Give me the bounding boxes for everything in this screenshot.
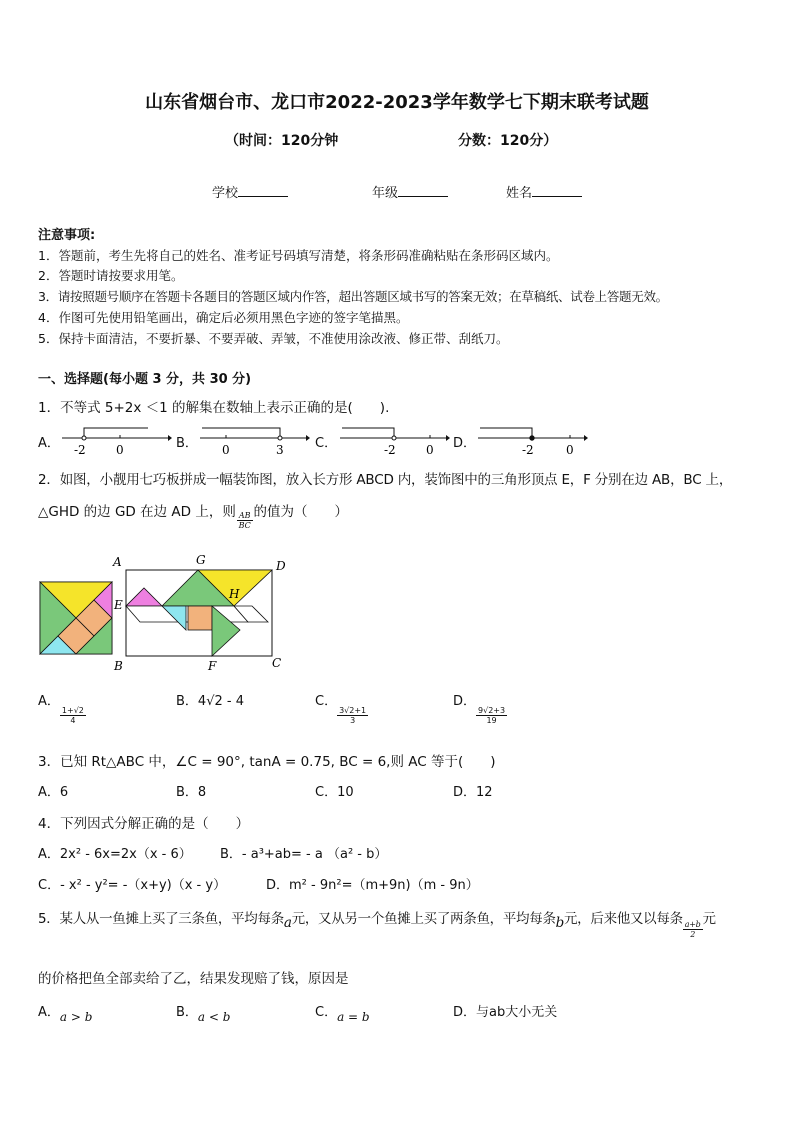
question-2-line2: [38, 500, 348, 530]
question-3-text: 3．已知 Rt△ABC 中，∠C = 90°, tanA = 0.75, BC = 6,则 AC 等于( ): [38, 754, 496, 770]
decor-parallelogram: [126, 606, 248, 622]
q3-option-a: A．6: [38, 785, 69, 800]
q2-option-b: [176, 690, 244, 709]
decor-orange-square: [188, 606, 212, 630]
q2-option-d: [453, 690, 507, 725]
q2-option-c: [315, 690, 368, 725]
q1-option-b-numberline: [198, 422, 310, 458]
label-e: E: [114, 598, 123, 612]
total-score: 分数：120分）: [458, 133, 558, 149]
fraction-denominator: 3: [350, 716, 356, 725]
name-blank: [532, 184, 582, 197]
option-value: a = b: [337, 1010, 370, 1024]
notice-item: 5．保持卡面清洁，不要折暴、不要弄破、弄皱，不准使用涂改液、修正带、刮纸刀。: [38, 331, 509, 346]
label-c: C: [272, 656, 282, 670]
option-fraction: [337, 706, 368, 725]
school-blank: [238, 184, 288, 197]
question-5-line1: [38, 907, 716, 939]
question-5-line2: 的价格把鱼全部卖给了乙，结果发现赔了钱，原因是: [38, 971, 349, 987]
q4-option-b: B．- a³+ab= - a （a² - b）: [220, 847, 388, 862]
grade-field: [372, 182, 448, 201]
label-f: F: [208, 659, 217, 673]
option-value: 与ab大小无关: [476, 1005, 558, 1020]
school-field: [212, 182, 288, 201]
tick-label: 0: [116, 443, 124, 457]
section-heading: 一、选择题(每小题 3 分，共 30 分): [38, 372, 252, 387]
q1-option-c-numberline: [338, 422, 450, 458]
q1-option-c-label: C．: [315, 436, 338, 451]
option-label: B．: [176, 1005, 198, 1020]
q5-option-a: [38, 1001, 93, 1024]
notice-item: 3．请按照题号顺序在答题卡各题目的答题区域内作答，超出答题区域书写的答案无效；在草稿纸、试卷上答题无效。: [38, 289, 668, 304]
q5-option-b: [176, 1001, 231, 1024]
q4-option-a: A．2x² - 6x=2x（x - 6）: [38, 847, 192, 862]
fraction-numerator: 9√2+3: [478, 706, 506, 715]
tick-label: -2: [74, 443, 86, 457]
q1-option-a-numberline: [60, 422, 172, 458]
q4-option-c: C．- x² - y²= -（x+y)（x - y）: [38, 878, 227, 893]
tick-label: 0: [426, 443, 434, 457]
option-label: C．: [315, 1005, 338, 1020]
variable-b: b: [555, 915, 564, 931]
question-1-text: 1．不等式 5+2x ＜1 的解集在数轴上表示正确的是( ).: [38, 400, 390, 416]
q2-option-a: [38, 690, 86, 725]
q1-option-a-label: A．: [38, 436, 60, 451]
question-5-text: 元，后来他又以每条: [563, 911, 683, 927]
time-limit: （时间：120分钟: [225, 133, 339, 149]
option-label: D．: [453, 1005, 477, 1020]
fraction-numerator: a+b: [684, 919, 701, 929]
name-field: [506, 182, 582, 201]
tick-label: -2: [522, 443, 534, 457]
option-value: 4√2 - 4: [197, 694, 244, 709]
label-g: G: [196, 553, 206, 567]
tangram-figure: [36, 552, 296, 676]
tick-label: 0: [222, 443, 230, 457]
question-2-line1: 2．如图，小靓用七巧板拼成一幅装饰图，放入长方形 ABCD 内，装饰图中的三角形顶点 E，F 分别在边 AB，BC 上，: [38, 472, 733, 488]
option-label: A．: [38, 1005, 60, 1020]
label-a: A: [113, 555, 122, 569]
page-title: 山东省烟台市、龙口市2022-2023学年数学七下期末联考试题: [145, 92, 649, 113]
school-label: 学校: [212, 186, 239, 201]
question-2-text: △GHD 的边 GD 在边 AD 上，则: [38, 504, 236, 520]
fraction-numerator: 3√2+1: [339, 706, 367, 715]
option-value: a < b: [197, 1010, 231, 1024]
notice-item: 4．作图可先使用铅笔画出，确定后必须用黑色字迹的签字笔描黑。: [38, 310, 409, 325]
option-label: C．: [315, 694, 338, 709]
question-5-text: 元: [702, 911, 716, 927]
option-value: a > b: [59, 1010, 93, 1024]
option-fraction: [476, 706, 507, 725]
q3-option-c: C．10: [315, 785, 354, 800]
option-label: D．: [453, 694, 477, 709]
notice-header: 注意事项:: [38, 228, 96, 243]
tick-label: -2: [384, 443, 396, 457]
label-d: D: [276, 559, 286, 573]
q1-option-d-label: D．: [453, 436, 477, 451]
fraction-numerator: AB: [238, 510, 251, 520]
q5-option-d: [453, 1001, 557, 1020]
variable-a: a: [283, 915, 292, 931]
tick-label: 0: [566, 443, 574, 457]
question-4-text: 4．下列因式分解正确的是（ ）: [38, 816, 250, 832]
fraction-denominator: 4: [70, 716, 76, 725]
q1-option-b-label: B．: [176, 436, 198, 451]
option-label: A．: [38, 694, 60, 709]
label-b: B: [114, 659, 123, 673]
fraction-denominator: 2: [690, 929, 696, 939]
question-5-text: 元，又从另一个鱼摊上买了两条鱼，平均每条: [291, 911, 556, 927]
tick-label: 3: [276, 443, 284, 457]
notice-item: 1．答题前，考生先将自己的姓名、准考证号码填写清楚，将条形码准确粘贴在条形码区域内。: [38, 248, 559, 263]
ab-over-bc-fraction: [237, 511, 253, 530]
q5-option-c: [315, 1001, 370, 1024]
option-label: B．: [176, 694, 198, 709]
label-h: H: [229, 587, 240, 601]
fraction-numerator: 1+√2: [61, 706, 84, 715]
fraction-denominator: 19: [486, 716, 497, 725]
question-5-text: 5．某人从一鱼摊上买了三条鱼，平均每条: [38, 911, 284, 927]
q4-option-d: D．m² - 9n²=（m+9n)（m - 9n）: [266, 878, 479, 893]
average-price-fraction: [683, 920, 703, 939]
q3-option-d: D．12: [453, 785, 493, 800]
grade-blank: [398, 184, 448, 197]
q1-option-d-numberline: [476, 422, 588, 458]
question-2-text-end: 的值为（ ）: [253, 504, 348, 520]
name-label: 姓名: [506, 186, 533, 201]
option-fraction: [60, 706, 86, 725]
q3-option-b: B．8: [176, 785, 207, 800]
notice-item: 2．答题时请按要求用笔。: [38, 268, 184, 283]
grade-label: 年级: [372, 186, 399, 201]
fraction-denominator: BC: [238, 520, 251, 530]
